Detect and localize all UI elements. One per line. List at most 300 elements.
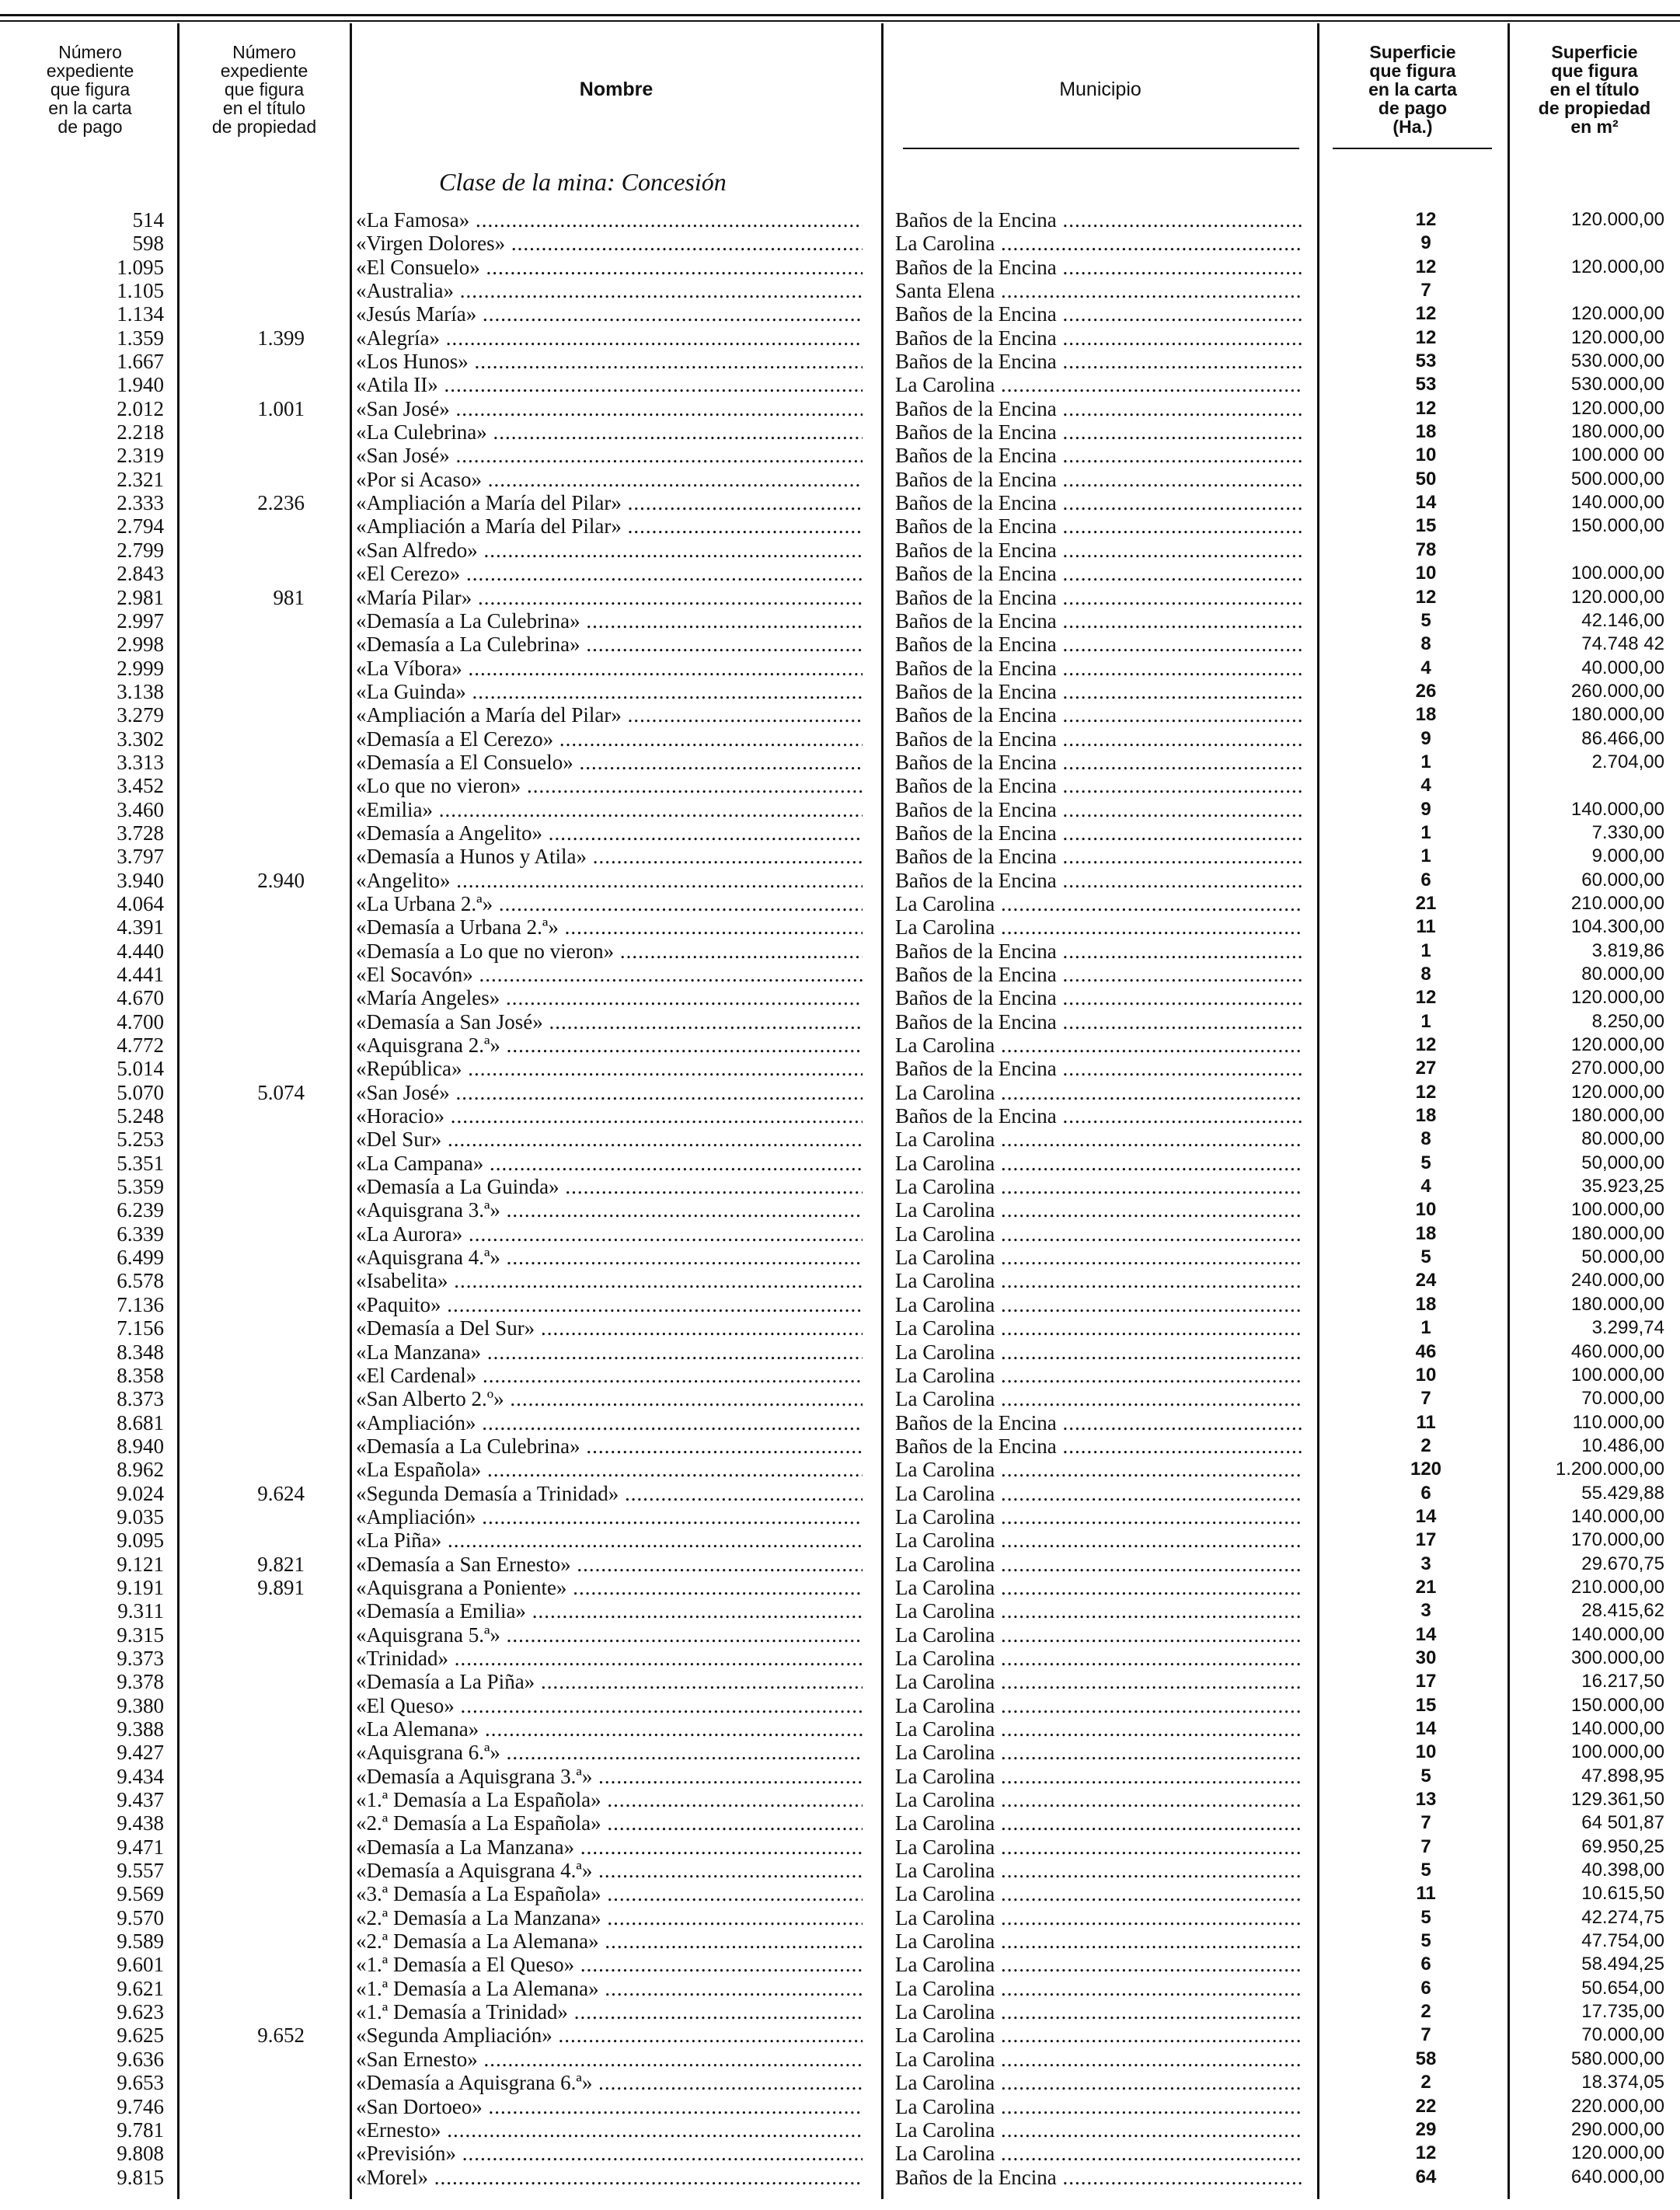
surface-m2: 120.000,00: [1570, 397, 1664, 419]
table-row: [0, 208, 1680, 232]
municipality: Santa Elena .....: [895, 279, 1303, 302]
municipality: La Carolina .....: [895, 1482, 1303, 1505]
table-row: [0, 657, 1680, 680]
header-numero-carta: Número expediente que figura en la carta de pago: [46, 42, 134, 137]
mine-name: «Segunda Ampliación» .....: [356, 2024, 863, 2047]
expediente-carta: 2.333: [117, 491, 164, 515]
table-row: [0, 939, 1680, 963]
surface-m2: 70.000,00: [1581, 1388, 1664, 1410]
mine-name: «Demasía a La Culebrina» .....: [356, 633, 863, 656]
expediente-carta: 9.434: [117, 1764, 164, 1788]
municipality: La Carolina .....: [895, 1293, 1303, 1316]
surface-m2: 110.000,00: [1572, 1411, 1664, 1433]
surface-m2: 210.000,00: [1570, 892, 1664, 914]
expediente-carta: 3.797: [117, 845, 164, 869]
mine-name: «Demasía a Angelito» .....: [356, 821, 863, 845]
municipality: Baños de la Encina .....: [895, 751, 1303, 774]
expediente-titulo: 1.399: [257, 326, 305, 350]
expediente-carta: 9.781: [117, 2118, 164, 2142]
table-row: [0, 256, 1680, 279]
surface-m2: 100.000,00: [1570, 1364, 1664, 1386]
municipality: Baños de la Encina .....: [895, 397, 1303, 420]
expediente-titulo: 5.074: [257, 1080, 305, 1104]
municipality: La Carolina .....: [895, 1458, 1303, 1481]
surface-ha: 9: [1420, 232, 1431, 254]
surface-ha: 29: [1415, 2118, 1437, 2140]
surface-ha: 1: [1420, 845, 1431, 867]
surface-ha: 8: [1420, 964, 1431, 985]
table-row: [0, 1128, 1680, 1151]
surface-m2: 69.950,25: [1581, 1835, 1664, 1857]
table-row: [0, 1670, 1680, 1693]
surface-ha: 12: [1415, 209, 1437, 230]
surface-m2: 129.361,50: [1570, 1789, 1664, 1811]
municipality: La Carolina .....: [895, 2118, 1303, 2142]
expediente-carta: 2.997: [117, 608, 164, 633]
surface-ha: 3: [1420, 1553, 1431, 1574]
mine-name: «El Socavón» .....: [356, 963, 863, 986]
surface-m2: 120.000,00: [1570, 1034, 1664, 1056]
surface-m2: 120.000,00: [1570, 987, 1664, 1009]
municipality: La Carolina .....: [895, 2095, 1303, 2118]
table-row: [0, 680, 1680, 703]
surface-m2: 58.494,25: [1581, 1954, 1664, 1975]
expediente-carta: 4.064: [117, 891, 164, 915]
expediente-carta: 6.578: [117, 1269, 164, 1293]
surface-m2: 290.000,00: [1570, 2118, 1664, 2140]
surface-m2: 180.000,00: [1570, 421, 1664, 443]
expediente-carta: 5.070: [117, 1080, 164, 1104]
municipality: La Carolina .....: [895, 1269, 1303, 1292]
table-row: [0, 609, 1680, 633]
municipality: La Carolina .....: [895, 1835, 1303, 1859]
expediente-carta: 4.772: [117, 1034, 164, 1058]
surface-ha: 10: [1415, 444, 1437, 466]
table-row: [0, 2048, 1680, 2071]
surface-m2: 28.415,62: [1581, 1600, 1664, 1622]
table-row: [0, 326, 1680, 350]
table-row: [0, 420, 1680, 444]
municipality: La Carolina .....: [895, 1811, 1303, 1835]
municipality: Baños de la Encina .....: [895, 727, 1303, 751]
table-row: [0, 1316, 1680, 1340]
surface-m2: 60.000,00: [1581, 869, 1664, 891]
municipality: La Carolina .....: [895, 1576, 1303, 1599]
surface-m2: 180.000,00: [1570, 1222, 1664, 1244]
surface-m2: 120.000,00: [1570, 326, 1664, 348]
surface-m2: 100.000,00: [1570, 1199, 1664, 1221]
municipality: Baños de la Encina .....: [895, 468, 1303, 491]
municipality: Baños de la Encina .....: [895, 703, 1303, 727]
surface-ha: 15: [1415, 515, 1437, 537]
municipality: La Carolina .....: [895, 2048, 1303, 2071]
expediente-carta: 2.998: [117, 633, 164, 657]
surface-ha: 5: [1420, 1152, 1431, 1173]
surface-m2: 42.274,75: [1581, 1906, 1664, 1928]
header-superficie-carta: Superficie que figura en la carta de pago (Ha.): [1368, 42, 1457, 137]
surface-ha: 50: [1415, 468, 1437, 490]
expediente-carta: 1.940: [117, 373, 164, 397]
expediente-carta: 4.670: [117, 986, 164, 1010]
surface-ha: 1: [1420, 939, 1431, 961]
surface-ha: 12: [1415, 1081, 1437, 1103]
header-underline-sup-carta: [1333, 148, 1492, 149]
table-row: [0, 1765, 1680, 1788]
surface-ha: 12: [1415, 586, 1437, 608]
surface-ha: 5: [1420, 1765, 1431, 1786]
municipality: Baños de la Encina .....: [895, 986, 1303, 1009]
surface-ha: 7: [1420, 1812, 1431, 1834]
surface-ha: 5: [1420, 1930, 1431, 1952]
surface-m2: 500.000,00: [1570, 468, 1664, 490]
expediente-carta: 9.569: [117, 1882, 164, 1906]
table-row: [0, 1293, 1680, 1316]
surface-ha: 58: [1415, 2048, 1437, 2069]
surface-m2: 140.000,00: [1570, 1718, 1664, 1739]
mine-name: «El Queso» .....: [356, 1694, 863, 1717]
table-row: [0, 1434, 1680, 1458]
expediente-carta: 9.636: [117, 2047, 164, 2071]
expediente-carta: 9.095: [117, 1529, 164, 1553]
municipality: Baños de la Encina .....: [895, 350, 1303, 373]
surface-m2: 120.000,00: [1570, 586, 1664, 608]
table-row: [0, 2142, 1680, 2165]
mine-name: «San Alberto 2.º» .....: [356, 1387, 863, 1410]
surface-ha: 11: [1416, 1411, 1436, 1433]
table-row: [0, 1859, 1680, 1882]
header-underline-municipio: [903, 148, 1299, 149]
expediente-carta: 2.981: [117, 585, 164, 609]
surface-ha: 14: [1415, 492, 1437, 514]
expediente-carta: 5.248: [117, 1104, 164, 1128]
municipality: La Carolina .....: [895, 1529, 1303, 1552]
mine-name: «Lo que no vieron» .....: [356, 774, 863, 797]
mine-name: «San Ernesto» .....: [356, 2048, 863, 2071]
expediente-titulo: 9.624: [257, 1481, 305, 1505]
mine-name: «Por si Acaso» .....: [356, 468, 863, 491]
surface-ha: 9: [1420, 727, 1431, 749]
municipality: La Carolina .....: [895, 1081, 1303, 1104]
table-row: [0, 1010, 1680, 1034]
table-row: [0, 1647, 1680, 1670]
mine-name: «Alegría» .....: [356, 326, 863, 350]
surface-m2: 74.748 42: [1581, 633, 1664, 655]
expediente-carta: 9.121: [117, 1552, 164, 1576]
surface-m2: 2.704,00: [1591, 751, 1664, 772]
table-row: [0, 302, 1680, 326]
surface-ha: 12: [1415, 2142, 1437, 2164]
municipality: La Carolina .....: [895, 1340, 1303, 1364]
surface-ha: 2: [1420, 2072, 1431, 2093]
surface-m2: 18.374,05: [1581, 2072, 1664, 2093]
table-row: [0, 1364, 1680, 1387]
surface-ha: 4: [1420, 657, 1431, 678]
surface-ha: 6: [1420, 1977, 1431, 1999]
mine-name: «Demasía a Lo que no vieron» .....: [356, 939, 863, 963]
mine-name: «Demasía a Aquisgrana 4.ª» .....: [356, 1859, 863, 1882]
mine-name: «El Cardenal» .....: [356, 1364, 863, 1387]
municipality: Baños de la Encina .....: [895, 963, 1303, 986]
expediente-carta: 9.437: [117, 1788, 164, 1812]
surface-ha: 12: [1415, 303, 1437, 325]
expediente-carta: 2.799: [117, 538, 164, 562]
mine-name: «Demasía a Emilia» .....: [356, 1599, 863, 1623]
surface-ha: 7: [1420, 1835, 1431, 1857]
surface-m2: 50.654,00: [1581, 1977, 1664, 1999]
surface-m2: 150.000,00: [1570, 1694, 1664, 1716]
surface-ha: 26: [1415, 680, 1437, 702]
surface-ha: 1: [1420, 1010, 1431, 1032]
mine-name: «2.ª Demasía a La Alemana» .....: [356, 1929, 863, 1953]
mine-name: «Aquisgrana 4.ª» .....: [356, 1246, 863, 1269]
municipality: La Carolina .....: [895, 1198, 1303, 1222]
surface-m2: 9.000,00: [1591, 845, 1664, 867]
table-row: [0, 1882, 1680, 1905]
table-row: [0, 869, 1680, 892]
municipality: Baños de la Encina .....: [895, 869, 1303, 892]
municipality: La Carolina .....: [895, 2142, 1303, 2165]
municipality: Baños de la Encina .....: [895, 1104, 1303, 1128]
mine-name: «El Cerezo» .....: [356, 562, 863, 585]
municipality: La Carolina .....: [895, 1364, 1303, 1387]
surface-ha: 18: [1415, 421, 1437, 443]
surface-m2: 140.000,00: [1570, 1623, 1664, 1645]
expediente-carta: 8.940: [117, 1434, 164, 1458]
header-numero-titulo: Número expediente que figura en el título de propiedad: [211, 42, 317, 137]
expediente-titulo: 1.001: [257, 396, 305, 420]
expediente-carta: 9.438: [117, 1811, 164, 1835]
section-title: Clase de la mina: Concesión: [439, 168, 727, 196]
surface-m2: 220.000,00: [1570, 2095, 1664, 2117]
top-rule-thin: [0, 20, 1680, 22]
mine-name: «1.ª Demasía a Trinidad» .....: [356, 2000, 863, 2024]
surface-m2: 42.146,00: [1581, 609, 1664, 631]
surface-m2: 140.000,00: [1570, 492, 1664, 514]
surface-ha: 22: [1415, 2095, 1437, 2117]
surface-ha: 7: [1420, 280, 1431, 302]
municipality: La Carolina .....: [895, 1906, 1303, 1929]
surface-ha: 4: [1420, 1176, 1431, 1197]
surface-ha: 12: [1415, 1034, 1437, 1056]
surface-ha: 15: [1415, 1694, 1437, 1716]
surface-ha: 78: [1415, 539, 1437, 560]
expediente-carta: 2.218: [117, 420, 164, 444]
surface-m2: 3.299,74: [1591, 1317, 1664, 1339]
table-row: [0, 562, 1680, 585]
surface-m2: 100.000 00: [1570, 444, 1664, 466]
table-row: [0, 845, 1680, 868]
surface-m2: 640.000,00: [1570, 2166, 1664, 2187]
surface-m2: 10.615,50: [1581, 1883, 1664, 1905]
table-row: [0, 397, 1680, 420]
mine-name: «Demasía a San Ernesto» .....: [356, 1553, 863, 1576]
header-municipio: Municipio: [1059, 78, 1141, 100]
expediente-carta: 3.313: [117, 750, 164, 774]
municipality: La Carolina .....: [895, 1741, 1303, 1764]
municipality: La Carolina .....: [895, 1717, 1303, 1741]
expediente-carta: 9.191: [117, 1575, 164, 1599]
table-row: [0, 703, 1680, 727]
surface-m2: 40.000,00: [1581, 657, 1664, 678]
expediente-carta: 8.358: [117, 1363, 164, 1387]
municipality: La Carolina .....: [895, 1316, 1303, 1340]
municipality: La Carolina .....: [895, 1953, 1303, 1976]
mine-name: «San José» .....: [356, 444, 863, 467]
table-row: [0, 1411, 1680, 1434]
expediente-carta: 9.471: [117, 1835, 164, 1859]
municipality: Baños de la Encina .....: [895, 491, 1303, 514]
mine-name: «1.ª Demasía a El Queso» .....: [356, 1953, 863, 1976]
surface-ha: 53: [1415, 350, 1437, 372]
expediente-carta: 514: [132, 208, 164, 232]
expediente-carta: 9.311: [117, 1599, 164, 1623]
table-row: [0, 491, 1680, 514]
surface-ha: 11: [1416, 916, 1436, 938]
surface-ha: 7: [1420, 1388, 1431, 1410]
table-row: [0, 1198, 1680, 1222]
surface-m2: 50,000,00: [1581, 1152, 1664, 1173]
surface-m2: 120.000,00: [1570, 256, 1664, 277]
mine-name: «El Consuelo» .....: [356, 256, 863, 279]
municipality: Baños de la Encina .....: [895, 774, 1303, 797]
table-row: [0, 2166, 1680, 2189]
table-row: [0, 727, 1680, 751]
surface-ha: 5: [1420, 1860, 1431, 1881]
surface-m2: 35.923,25: [1581, 1176, 1664, 1197]
municipality: La Carolina .....: [895, 1623, 1303, 1647]
municipality: La Carolina .....: [895, 1152, 1303, 1175]
mine-name: «Angelito» .....: [356, 869, 863, 892]
mine-name: «María Angeles» .....: [356, 986, 863, 1009]
mine-name: «Paquito» .....: [356, 1293, 863, 1316]
municipality: Baños de la Encina .....: [895, 657, 1303, 680]
surface-m2: 3.819,86: [1591, 939, 1664, 961]
expediente-carta: 6.499: [117, 1246, 164, 1270]
surface-m2: 50.000,00: [1581, 1246, 1664, 1268]
table-row: [0, 1222, 1680, 1246]
mine-name: «Del Sur» .....: [356, 1128, 863, 1151]
expediente-carta: 4.700: [117, 1009, 164, 1034]
expediente-carta: 1.667: [117, 350, 164, 374]
mine-name: «San Dortoeo» .....: [356, 2095, 863, 2118]
municipality: Baños de la Encina .....: [895, 821, 1303, 845]
surface-ha: 5: [1420, 1906, 1431, 1928]
surface-ha: 10: [1415, 1741, 1437, 1763]
table-row: [0, 279, 1680, 302]
surface-ha: 1: [1420, 821, 1431, 843]
table-row: [0, 1623, 1680, 1647]
expediente-carta: 3.940: [117, 868, 164, 892]
surface-ha: 12: [1415, 397, 1437, 419]
municipality: La Carolina .....: [895, 1670, 1303, 1693]
mine-name: «Los Hunos» .....: [356, 350, 863, 373]
mine-name: «Emilia» .....: [356, 798, 863, 821]
municipality: La Carolina .....: [895, 232, 1303, 255]
mine-name: «La Piña» .....: [356, 1529, 863, 1552]
surface-ha: 12: [1415, 326, 1437, 348]
mine-name: «Morel» .....: [356, 2166, 863, 2189]
surface-ha: 2: [1420, 1434, 1431, 1456]
expediente-carta: 9.035: [117, 1504, 164, 1529]
mine-name: «Demasía a San José» .....: [356, 1010, 863, 1034]
mine-name: «Demasía a La Manzana» .....: [356, 1835, 863, 1859]
table-row: [0, 892, 1680, 915]
mine-name: «Demasía a Aquisgrana 6.ª» .....: [356, 2071, 863, 2094]
expediente-carta: 9.815: [117, 2165, 164, 2189]
surface-ha: 10: [1415, 563, 1437, 584]
mine-name: «2.ª Demasía a La Española» .....: [356, 1811, 863, 1835]
expediente-carta: 6.339: [117, 1222, 164, 1246]
mine-name: «San José» .....: [356, 397, 863, 420]
mine-name: «Demasía a El Consuelo» .....: [356, 751, 863, 774]
surface-ha: 17: [1415, 1529, 1437, 1551]
surface-ha: 1: [1420, 1317, 1431, 1339]
surface-m2: 1.200.000,00: [1555, 1459, 1664, 1480]
municipality: La Carolina .....: [895, 892, 1303, 915]
expediente-carta: 8.348: [117, 1340, 164, 1364]
table-row: [0, 1529, 1680, 1552]
surface-m2: 180.000,00: [1570, 1105, 1664, 1127]
surface-m2: 16.217,50: [1581, 1671, 1664, 1692]
mine-name: «Aquisgrana 6.ª» .....: [356, 1741, 863, 1764]
surface-ha: 10: [1415, 1364, 1437, 1386]
table-row: [0, 539, 1680, 562]
surface-ha: 14: [1415, 1623, 1437, 1645]
expediente-carta: 9.746: [117, 2094, 164, 2118]
table-row: [0, 1835, 1680, 1859]
expediente-carta: 9.378: [117, 1670, 164, 1694]
municipality: Baños de la Encina .....: [895, 208, 1303, 232]
surface-ha: 24: [1415, 1270, 1437, 1291]
mine-name: «Atila II» .....: [356, 373, 863, 396]
table-row: [0, 1246, 1680, 1269]
table-row: [0, 1081, 1680, 1104]
table-row: [0, 1387, 1680, 1410]
table-row: [0, 586, 1680, 609]
table-row: [0, 1482, 1680, 1505]
mine-name: «Aquisgrana 3.ª» .....: [356, 1198, 863, 1222]
table-row: [0, 1694, 1680, 1717]
municipality: Baños de la Encina .....: [895, 1411, 1303, 1434]
surface-m2: 55.429,88: [1581, 1482, 1664, 1504]
table-row: [0, 1599, 1680, 1623]
mine-name: «República» .....: [356, 1057, 863, 1080]
expediente-titulo: 2.940: [257, 868, 305, 892]
municipality: La Carolina .....: [895, 1859, 1303, 1882]
municipality: Baños de la Encina .....: [895, 2166, 1303, 2189]
mine-name: «La Aurora» .....: [356, 1222, 863, 1246]
surface-ha: 21: [1415, 892, 1437, 914]
header-superficie-titulo: Superficie que figura en el título de propiedad en m²: [1538, 42, 1651, 137]
expediente-carta: 5.351: [117, 1151, 164, 1175]
expediente-carta: 9.653: [117, 2071, 164, 2095]
municipality: La Carolina .....: [895, 1505, 1303, 1529]
municipality: Baños de la Encina .....: [895, 1057, 1303, 1080]
expediente-carta: 9.557: [117, 1859, 164, 1883]
mine-name: «Demasía a Del Sur» .....: [356, 1316, 863, 1340]
expediente-carta: 2.319: [117, 444, 164, 468]
expediente-carta: 9.024: [117, 1481, 164, 1505]
surface-ha: 3: [1420, 1600, 1431, 1622]
table-row: [0, 1717, 1680, 1741]
municipality: Baños de la Encina .....: [895, 586, 1303, 609]
municipality: La Carolina .....: [895, 1694, 1303, 1717]
surface-ha: 5: [1420, 609, 1431, 631]
expediente-titulo: 9.891: [257, 1575, 305, 1599]
municipality: Baños de la Encina .....: [895, 633, 1303, 656]
municipality: La Carolina .....: [895, 915, 1303, 939]
mine-name: «La Guinda» .....: [356, 680, 863, 703]
